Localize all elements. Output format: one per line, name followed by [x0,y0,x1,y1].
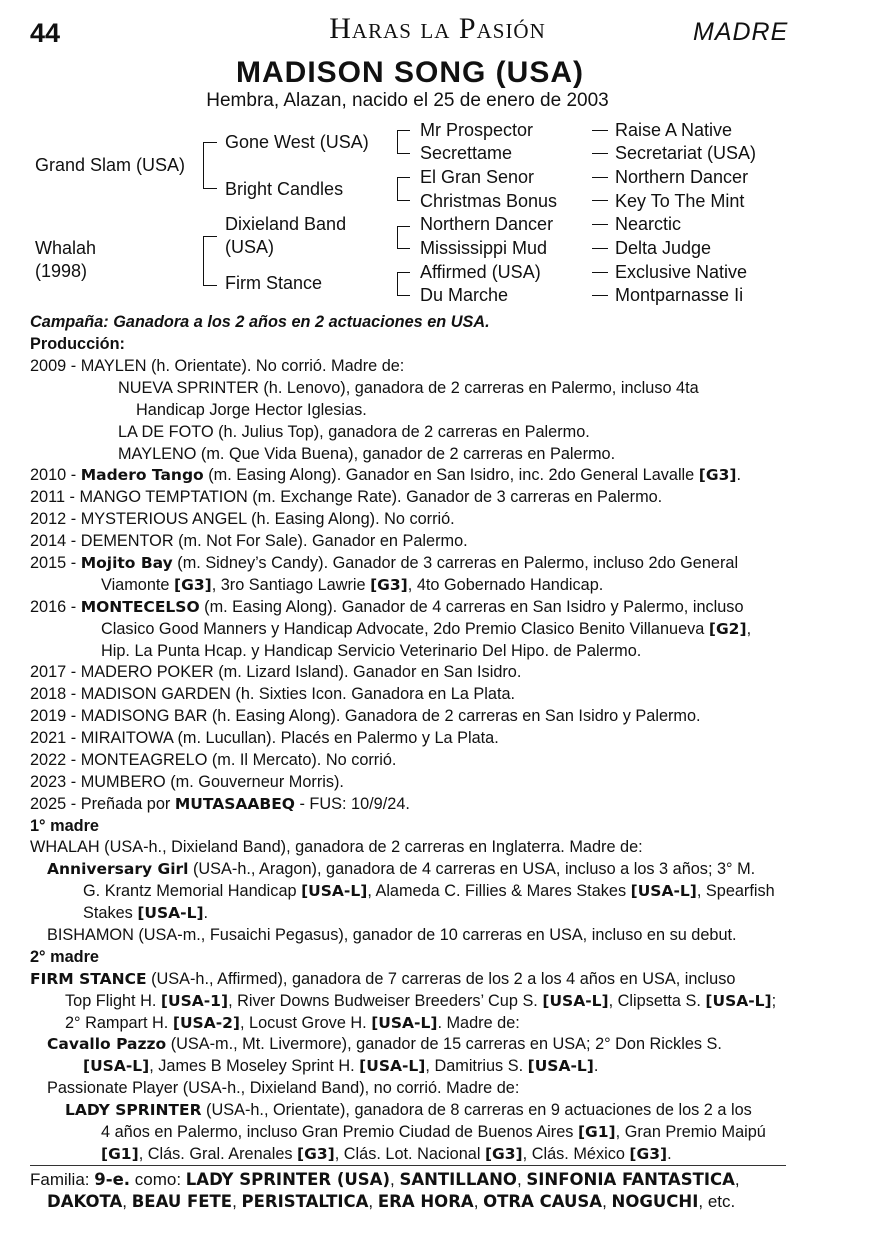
production-2016-cont: Clasico Good Manners y Handicap Advocate, 2do Premio Clasico Benito Villanueva [G2], [101,620,752,638]
offspring-cavallo-pazzo: Cavallo Pazzo (USA-m., Mt. Livermore), ganador de 15 carreras en USA; 2° Don Rickles S. [47,1035,722,1053]
production-2014: 2014 - DEMENTOR (m. Not For Sale). Ganador en Palermo. [30,532,468,550]
production-2015: 2015 - Mojito Bay (m. Sidney’s Candy). Ganador de 3 carreras en Palermo, incluso 2do General [30,554,739,572]
production-2023: 2023 - MUMBERO (m. Gouverneur Morris). [30,773,344,791]
production-2016: 2016 - MONTECELSO (m. Easing Along). Ganador de 4 carreras en San Isidro y Palermo, incluso [30,598,744,616]
second-dam-heading: 2° madre [30,948,99,966]
offspring-la-de-foto: LA DE FOTO (h. Julius Top), ganadora de 2 carreras en Palermo. [118,423,590,441]
production-2011: 2011 - MANGO TEMPTATION (m. Exchange Rate). Ganador de 3 carreras en Palermo. [30,488,663,506]
production-2019: 2019 - MADISONG BAR (h. Easing Along). Ganadora de 2 carreras en San Isidro y Palermo. [30,707,701,725]
production-2022: 2022 - MONTEAGRELO (m. Il Mercato). No corrió. [30,751,397,769]
family-line: Familia: 9-e. como: LADY SPRINTER (USA), SANTILLANO, SINFONIA FANTASTICA, [30,1170,740,1189]
pedigree-g3: Northern Dancer [420,214,554,234]
offspring-lady-sprinter-cont: 4 años en Palermo, incluso Gran Premio Ciudad de Buenos Aires [G1], Gran Premio Maipú [101,1123,766,1141]
horse-name: MADISON SONG (USA) [236,56,584,89]
production-2017: 2017 - MADERO POKER (m. Lizard Island). Ganador en San Isidro. [30,663,522,681]
offspring-anniversary-girl-cont: G. Krantz Memorial Handicap [USA-L], Alameda C. Fillies & Mares Stakes [USA-L], Spearfish [83,882,775,900]
offspring-nueva-sprinter: NUEVA SPRINTER (h. Lenovo), ganadora de 2 carreras en Palermo, incluso 4ta [118,379,699,397]
pedigree-g4: Exclusive Native [615,262,748,282]
campaign-text: Campaña: Ganadora a los 2 años en 2 actuaciones en USA. [30,313,490,331]
offspring-nueva-sprinter-cont: Handicap Jorge Hector Iglesias. [136,401,367,419]
pedigree-g3: El Gran Senor [420,167,535,187]
second-dam-firm-stance-cont2: 2° Rampart H. [USA-2], Locust Grove H. [USA-L]. Madre de: [65,1014,520,1032]
pedigree-g4: Nearctic [615,214,682,234]
pedigree-g4: Montparnasse Ii [615,285,744,305]
pedigree-sire: Grand Slam (USA) [35,155,186,175]
brand-title: Haras la Pasión [329,12,546,45]
production-2012: 2012 - MYSTERIOUS ANGEL (h. Easing Along). No corrió. [30,510,455,528]
production-2009: 2009 - MAYLEN (h. Orientate). No corrió. Madre de: [30,357,405,375]
pedigree-g2: Bright Candles [225,179,344,199]
page-number: 44 [30,18,61,48]
footer-divider [30,1165,786,1166]
production-2025: 2025 - Preñada por MUTASAABEQ - FUS: 10/9/24. [30,795,410,813]
second-dam-firm-stance-cont: Top Flight H. [USA-1], River Downs Budweiser Breeders’ Cup S. [USA-L], Clipsetta S. [USA-L]; [65,992,777,1010]
pedigree-g3: Affirmed (USA) [420,262,541,282]
production-2010: 2010 - Madero Tango (m. Easing Along). Ganador en San Isidro, inc. 2do General Lavalle [G3]. [30,466,741,484]
pedigree-g3: Secrettame [420,143,513,163]
pedigree-g2: Gone West (USA) [225,132,369,152]
pedigree-dam: Whalah [35,238,97,258]
pedigree-g4: Key To The Mint [615,191,745,211]
offspring-mayleno: MAYLENO (m. Que Vida Buena), ganador de 2 carreras en Palermo. [118,445,616,463]
offspring-lady-sprinter: LADY SPRINTER (USA-h., Orientate), ganadora de 8 carreras en 9 actuaciones de los 2 a los [65,1101,752,1119]
pedigree-g4: Raise A Native [615,120,733,140]
offspring-anniversary-girl: Anniversary Girl (USA-h., Aragon), ganadora de 4 carreras en USA, incluso a los 3 años; 3° M. [47,860,756,878]
pedigree-g2: Firm Stance [225,273,323,293]
pedigree-g3: Mississippi Mud [420,238,548,258]
family-line-cont: DAKOTA, BEAU FETE, PERISTALTICA, ERA HORA, OTRA CAUSA, NOGUCHI, etc. [47,1192,736,1211]
pedigree-g4: Secretariat (USA) [615,143,757,163]
offspring-passionate-player: Passionate Player (USA-h., Dixieland Band), no corrió. Madre de: [47,1079,520,1097]
production-heading: Producción: [30,335,125,353]
section-label: MADRE [693,18,789,46]
pedigree-g4: Delta Judge [615,238,712,258]
pedigree-g2: (USA) [225,237,274,257]
pedigree-g3: Christmas Bonus [420,191,558,211]
production-2018: 2018 - MADISON GARDEN (h. Sixties Icon. Ganadora en La Plata. [30,685,516,703]
offspring-bishamon: BISHAMON (USA-m., Fusaichi Pegasus), ganador de 10 carreras en USA, incluso en su debut. [47,926,737,944]
horse-description: Hembra, Alazan, nacido el 25 de enero de 2003 [206,90,609,111]
second-dam-firm-stance: FIRM STANCE (USA-h., Affirmed), ganadora de 7 carreras de los 2 a los 4 años en USA, incluso [30,970,736,988]
pedigree-g3: Du Marche [420,285,509,305]
pedigree-dam-year: (1998) [35,261,88,281]
offspring-cavallo-pazzo-cont: [USA-L], James B Moseley Sprint H. [USA-L], Damitrius S. [USA-L]. [83,1057,599,1075]
pedigree-g3: Mr Prospector [420,120,534,140]
offspring-anniversary-girl-cont2: Stakes [USA-L]. [83,904,209,922]
offspring-lady-sprinter-cont2: [G1], Clás. Gral. Arenales [G3], Clás. Lot. Nacional [G3], Clás. México [G3]. [101,1145,672,1163]
production-2016-cont2: Hip. La Punta Hcap. y Handicap Servicio Veterinario Del Hipo. de Palermo. [101,642,642,660]
pedigree-g2: Dixieland Band [225,214,347,234]
pedigree-g4: Northern Dancer [615,167,749,187]
production-2021: 2021 - MIRAITOWA (m. Lucullan). Placés en Palermo y La Plata. [30,729,499,747]
production-2015-cont: Viamonte [G3], 3ro Santiago Lawrie [G3], 4to Gobernado Handicap. [101,576,604,594]
first-dam-intro: WHALAH (USA-h., Dixieland Band), ganadora de 2 carreras en Inglaterra. Madre de: [30,838,643,856]
first-dam-heading: 1° madre [30,817,99,835]
